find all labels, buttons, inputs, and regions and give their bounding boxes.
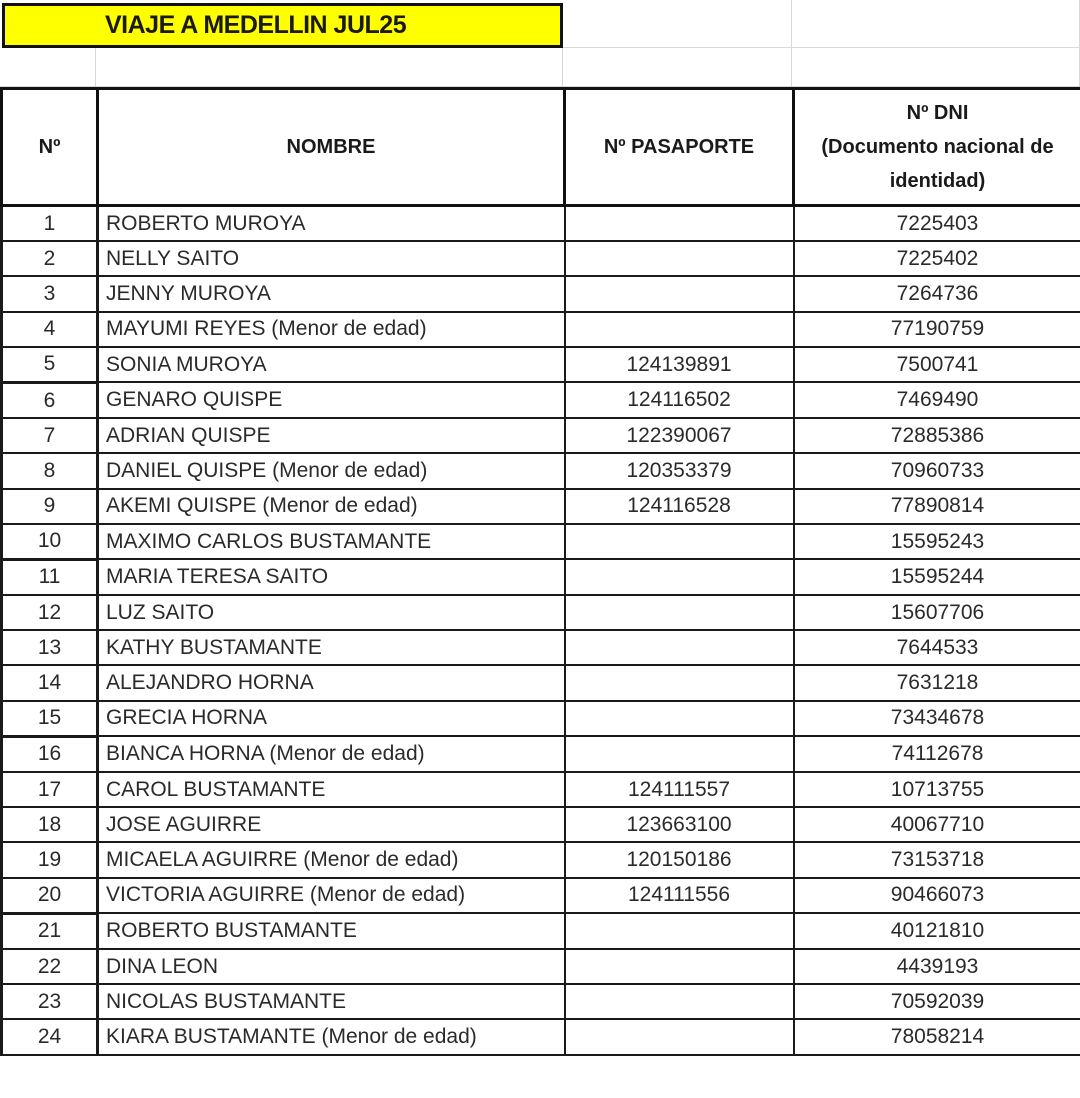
passport-cell[interactable]: 124111556 — [565, 878, 794, 914]
dni-cell[interactable]: 7644533 — [794, 630, 1080, 665]
header-dni-line3: identidad) — [889, 170, 986, 192]
name-cell[interactable]: AKEMI QUISPE (Menor de edad) — [98, 489, 565, 524]
passport-cell[interactable]: 124116528 — [565, 489, 794, 524]
passport-cell[interactable]: 124116502 — [565, 382, 794, 418]
table-row — [2, 736, 1080, 772]
row-number-cell[interactable]: 19 — [2, 842, 98, 877]
dni-cell[interactable]: 74112678 — [794, 736, 1080, 772]
row-number-cell[interactable]: 11 — [2, 559, 98, 595]
table-row — [2, 595, 1080, 630]
empty-cell[interactable] — [563, 48, 792, 87]
name-cell[interactable]: MARIA TERESA SAITO — [98, 559, 565, 595]
dni-cell[interactable]: 15595244 — [794, 559, 1080, 595]
passport-cell[interactable] — [565, 524, 794, 560]
row-number-cell[interactable]: 20 — [2, 878, 98, 914]
table-row — [2, 489, 1080, 524]
passenger-table — [0, 87, 1080, 1056]
row-number-cell[interactable]: 23 — [2, 984, 98, 1019]
dni-cell[interactable]: 7225403 — [794, 206, 1080, 242]
row-number-cell[interactable]: 15 — [2, 701, 98, 737]
name-cell[interactable]: GENARO QUISPE — [98, 382, 565, 418]
header-dni-line2: (Documento nacional de — [821, 136, 1054, 158]
passport-cell[interactable] — [565, 736, 794, 772]
passport-cell[interactable]: 120150186 — [565, 842, 794, 877]
passport-cell[interactable]: 124111557 — [565, 772, 794, 807]
dni-cell[interactable]: 70960733 — [794, 453, 1080, 488]
passport-cell[interactable] — [565, 595, 794, 630]
name-cell[interactable]: MAYUMI REYES (Menor de edad) — [98, 312, 565, 347]
header-name[interactable]: NOMBRE — [98, 89, 565, 206]
name-cell[interactable]: ADRIAN QUISPE — [98, 418, 565, 453]
row-number-cell[interactable]: 24 — [2, 1019, 98, 1054]
dni-cell[interactable]: 7631218 — [794, 665, 1080, 700]
row-number-cell[interactable]: 17 — [2, 772, 98, 807]
table-row — [2, 276, 1080, 311]
dni-cell[interactable]: 77890814 — [794, 489, 1080, 524]
sheet-title[interactable]: VIAJE A MEDELLIN JUL25 — [2, 3, 563, 48]
header-dni-line1: Nº DNI — [906, 102, 969, 124]
table-row — [2, 807, 1080, 842]
passport-cell[interactable] — [565, 630, 794, 665]
empty-cell[interactable] — [563, 0, 792, 48]
passport-cell[interactable] — [565, 276, 794, 311]
dni-cell[interactable]: 15595243 — [794, 524, 1080, 560]
table-row — [2, 312, 1080, 347]
table-row — [2, 701, 1080, 737]
name-cell[interactable]: JOSE AGUIRRE — [98, 807, 565, 842]
dni-cell[interactable]: 40067710 — [794, 807, 1080, 842]
row-number-cell[interactable]: 18 — [2, 807, 98, 842]
dni-cell[interactable]: 72885386 — [794, 418, 1080, 453]
table-row — [2, 524, 1080, 560]
passport-cell[interactable] — [565, 312, 794, 347]
passport-cell[interactable]: 124139891 — [565, 347, 794, 383]
passport-cell[interactable]: 122390067 — [565, 418, 794, 453]
row-number-cell[interactable]: 3 — [2, 276, 98, 311]
dni-cell[interactable]: 10713755 — [794, 772, 1080, 807]
row-number-cell[interactable]: 4 — [2, 312, 98, 347]
dni-cell[interactable]: 77190759 — [794, 312, 1080, 347]
name-cell[interactable]: BIANCA HORNA (Menor de edad) — [98, 736, 565, 772]
name-cell[interactable]: JENNY MUROYA — [98, 276, 565, 311]
dni-cell[interactable]: 90466073 — [794, 878, 1080, 914]
passport-cell[interactable] — [565, 913, 794, 949]
row-number-cell[interactable]: 16 — [2, 736, 98, 772]
row-number-cell[interactable]: 6 — [2, 382, 98, 418]
passport-cell[interactable] — [565, 984, 794, 1019]
row-number-cell[interactable]: 21 — [2, 913, 98, 949]
name-cell[interactable]: VICTORIA AGUIRRE (Menor de edad) — [98, 878, 565, 914]
table-row — [2, 453, 1080, 488]
name-cell[interactable]: MAXIMO CARLOS BUSTAMANTE — [98, 524, 565, 560]
row-number-cell[interactable]: 22 — [2, 949, 98, 984]
name-cell[interactable]: ROBERTO BUSTAMANTE — [98, 913, 565, 949]
table-row — [2, 949, 1080, 984]
row-number-cell[interactable]: 14 — [2, 665, 98, 700]
header-num[interactable]: Nº — [2, 89, 98, 206]
table-row — [2, 630, 1080, 665]
dni-cell[interactable]: 78058214 — [794, 1019, 1080, 1054]
passport-cell[interactable] — [565, 241, 794, 276]
header-row — [2, 89, 1080, 206]
table-row — [2, 206, 1080, 242]
header-passport[interactable]: Nº PASAPORTE — [565, 89, 794, 206]
header-dni[interactable] — [794, 89, 1080, 206]
name-cell[interactable]: ROBERTO MUROYA — [98, 206, 565, 242]
table-row — [2, 559, 1080, 595]
table-row — [2, 382, 1080, 418]
row-number-cell[interactable]: 12 — [2, 595, 98, 630]
passport-cell[interactable]: 123663100 — [565, 807, 794, 842]
name-cell[interactable]: DINA LEON — [98, 949, 565, 984]
name-cell[interactable]: CAROL BUSTAMANTE — [98, 772, 565, 807]
name-cell[interactable]: ALEJANDRO HORNA — [98, 665, 565, 700]
passport-cell[interactable] — [565, 1019, 794, 1054]
row-number-cell[interactable]: 1 — [2, 206, 98, 242]
table-row — [2, 665, 1080, 700]
passport-cell[interactable]: 120353379 — [565, 453, 794, 488]
passport-cell[interactable] — [565, 206, 794, 242]
dni-cell[interactable]: 15607706 — [794, 595, 1080, 630]
name-cell[interactable]: GRECIA HORNA — [98, 701, 565, 737]
table-row — [2, 984, 1080, 1019]
row-number-cell[interactable]: 9 — [2, 489, 98, 524]
table-row — [2, 418, 1080, 453]
dni-cell[interactable]: 7225402 — [794, 241, 1080, 276]
dni-cell[interactable]: 40121810 — [794, 913, 1080, 949]
passport-cell[interactable] — [565, 949, 794, 984]
name-cell[interactable]: MICAELA AGUIRRE (Menor de edad) — [98, 842, 565, 877]
dni-cell[interactable]: 4439193 — [794, 949, 1080, 984]
name-cell[interactable]: LUZ SAITO — [98, 595, 565, 630]
table-row — [2, 347, 1080, 383]
empty-cell[interactable] — [792, 0, 1080, 48]
passport-cell[interactable] — [565, 559, 794, 595]
name-cell[interactable]: NELLY SAITO — [98, 241, 565, 276]
name-cell[interactable]: KIARA BUSTAMANTE (Menor de edad) — [98, 1019, 565, 1054]
row-number-cell[interactable]: 2 — [2, 241, 98, 276]
dni-cell[interactable]: 70592039 — [794, 984, 1080, 1019]
passport-cell[interactable] — [565, 701, 794, 737]
dni-cell[interactable]: 7264736 — [794, 276, 1080, 311]
row-number-cell[interactable]: 5 — [2, 347, 98, 383]
table-row — [2, 878, 1080, 914]
dni-cell[interactable]: 73434678 — [794, 701, 1080, 737]
table-row — [2, 842, 1080, 877]
empty-cell[interactable] — [0, 48, 96, 87]
passport-cell[interactable] — [565, 665, 794, 700]
table-row — [2, 241, 1080, 276]
dni-cell[interactable]: 73153718 — [794, 842, 1080, 877]
table-row — [2, 772, 1080, 807]
name-cell[interactable]: NICOLAS BUSTAMANTE — [98, 984, 565, 1019]
row-number-cell[interactable]: 13 — [2, 630, 98, 665]
row-number-cell[interactable]: 10 — [2, 524, 98, 560]
table-row — [2, 1019, 1080, 1054]
name-cell[interactable]: SONIA MUROYA — [98, 347, 565, 383]
row-number-cell[interactable]: 8 — [2, 453, 98, 488]
empty-cell[interactable] — [792, 48, 1080, 87]
name-cell[interactable]: DANIEL QUISPE (Menor de edad) — [98, 453, 565, 488]
row-number-cell[interactable]: 7 — [2, 418, 98, 453]
table-row — [2, 913, 1080, 949]
dni-cell[interactable]: 7469490 — [794, 382, 1080, 418]
dni-cell[interactable]: 7500741 — [794, 347, 1080, 383]
name-cell[interactable]: KATHY BUSTAMANTE — [98, 630, 565, 665]
empty-cell[interactable] — [96, 48, 563, 87]
